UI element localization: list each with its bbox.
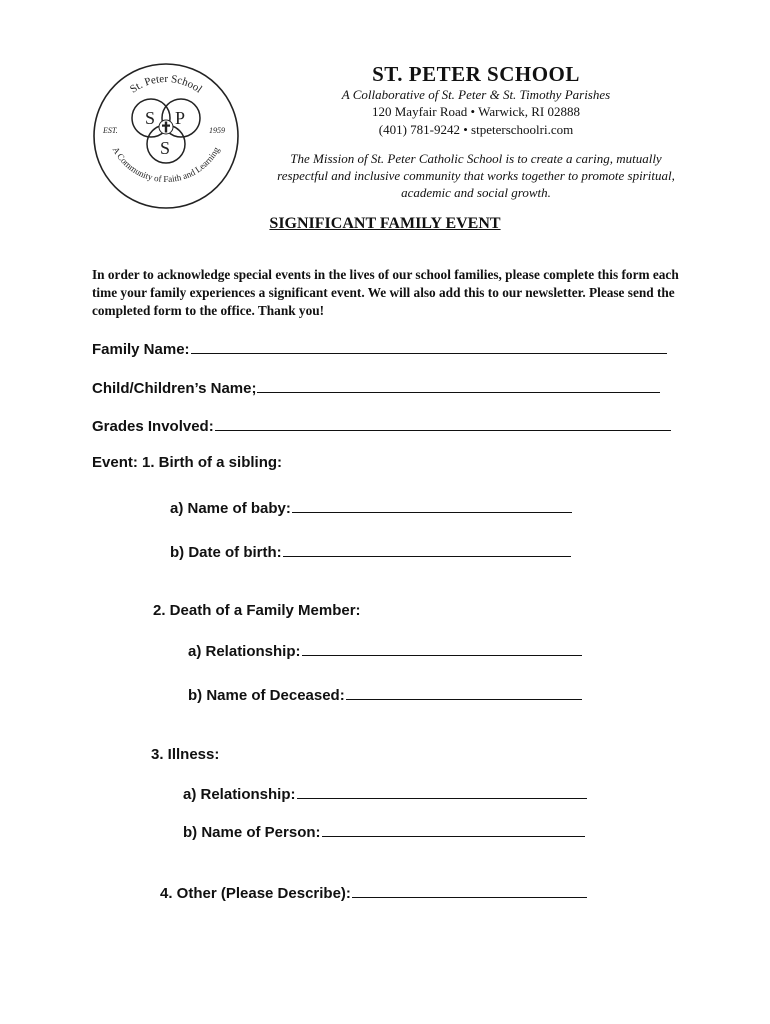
intro-paragraph: In order to acknowledge special events in the lives of our school families, please complete this form each time your family experiences a significant event. We will also add this to our newsletter. Please send the completed form to the office. Thank you! xyxy=(92,267,679,318)
death-relationship-label: a) Relationship: xyxy=(188,643,301,660)
logo-est-label: EST. xyxy=(103,126,118,135)
cross-icon xyxy=(159,120,173,134)
other-event-field xyxy=(160,883,587,902)
children-name-line[interactable] xyxy=(257,378,660,393)
family-name-field xyxy=(92,339,667,358)
death-relationship-field xyxy=(188,641,582,660)
logo-letter-p: P xyxy=(175,108,186,128)
mission-statement: The Mission of St. Peter Catholic School is to create a caring, mutually respectful and inclusive community that works together to promote spiritual, academic and social growth. xyxy=(277,151,675,200)
school-name: ST. PETER SCHOOL xyxy=(372,62,580,86)
family-name-label: Family Name: xyxy=(92,341,190,358)
birth-date-field xyxy=(170,542,571,561)
death-relationship-line[interactable] xyxy=(302,641,582,656)
person-name-line[interactable] xyxy=(322,822,585,837)
logo-ring-bottom-text: A Community of Faith and Learning xyxy=(110,145,222,185)
person-name-field xyxy=(183,822,585,841)
grades-label: Grades Involved: xyxy=(92,418,214,435)
baby-name-label: a) Name of baby: xyxy=(170,500,291,517)
illness-relationship-field xyxy=(183,784,587,803)
other-event-label: 4. Other (Please Describe): xyxy=(160,885,351,902)
illness-relationship-line[interactable] xyxy=(297,784,587,799)
birth-date-line[interactable] xyxy=(283,542,571,557)
grades-field xyxy=(92,416,671,435)
children-name-field xyxy=(92,378,660,397)
event-birth-heading: Event: 1. Birth of a sibling: xyxy=(92,454,283,471)
svg-text:St. Peter School xyxy=(128,73,204,96)
address-line: 120 Mayfair Road • Warwick, RI 02888 xyxy=(372,104,580,119)
logo-letter-s1: S xyxy=(145,108,156,128)
event-illness-heading: 3. Illness: xyxy=(151,746,220,763)
person-name-label: b) Name of Person: xyxy=(183,824,321,841)
logo-outer-ring xyxy=(94,64,238,208)
deceased-name-label: b) Name of Deceased: xyxy=(188,687,345,704)
school-logo xyxy=(92,62,240,210)
other-event-line[interactable] xyxy=(352,883,587,898)
baby-name-field xyxy=(170,498,572,517)
children-name-label: Child/Children’s Name; xyxy=(92,380,257,397)
grades-line[interactable] xyxy=(215,416,671,431)
family-name-line[interactable] xyxy=(191,339,667,354)
event-death-heading: 2. Death of a Family Member: xyxy=(153,602,361,619)
logo-est-year: 1959 xyxy=(209,126,225,135)
deceased-name-field xyxy=(188,685,582,704)
illness-relationship-label: a) Relationship: xyxy=(183,786,296,803)
collaborative-line: A Collaborative of St. Peter & St. Timothy Parishes xyxy=(341,87,611,102)
form-title: SIGNIFICANT FAMILY EVENT xyxy=(269,215,501,232)
logo-ring-top-text: St. Peter School xyxy=(127,72,205,96)
contact-line: (401) 781-9242 • stpeterschoolri.com xyxy=(378,122,574,137)
birth-date-label: b) Date of birth: xyxy=(170,544,282,561)
baby-name-line[interactable] xyxy=(292,498,572,513)
deceased-name-line[interactable] xyxy=(346,685,582,700)
logo-letter-s2: S xyxy=(160,138,171,158)
